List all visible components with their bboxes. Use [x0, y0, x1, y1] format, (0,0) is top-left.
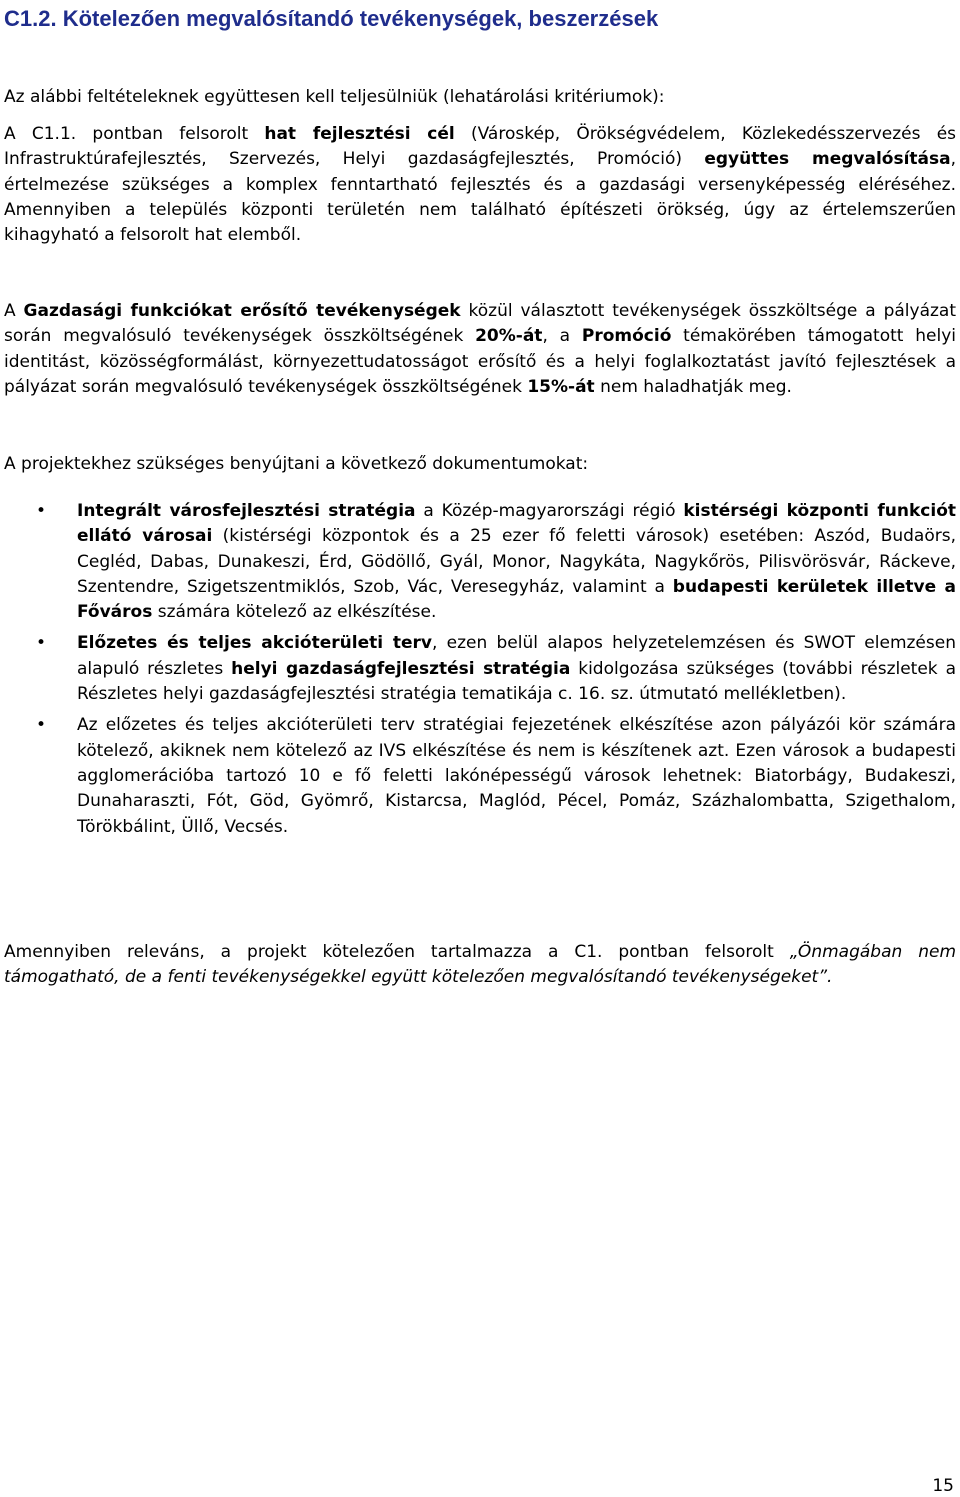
bold-run: Gazdasági funkciókat erősítő tevékenységek — [23, 301, 461, 321]
text-run: Amennyiben releváns, a projekt kötelezően tartalmazza a C1. pontban felsorolt — [4, 942, 790, 962]
italic-run: „Önmagában nem támogatható, de a fenti tevékenységekkel együtt kötelezően megvalósítandó tevékenységeket”. — [4, 942, 956, 988]
list-item — [4, 499, 956, 625]
text-run: Az előzetes és teljes akcióterületi terv stratégiai fejezetének elkészítése azon pályázói kör számára kötelező, akiknek nem kötelező az IVS elkészítése és nem is készítenek azt. Ezen városok a budapesti agglomerációba tartozó 10 e fő feletti lakónépességű városok lehetnek: Biatorbágy, Budakeszi, Dunaharaszti, Fót, Göd, Gyömrő, Kistarcsa, Maglód, Pécel, Pomáz, Százhalombatta, Szigethalom, Törökbálint, Üllő, Vecsés. — [77, 715, 956, 837]
text-run: kidolgozása szükséges (további részletek a Részletes helyi gazdaságfejlesztési stratégia tematikája c. 16. sz. útmutató mellékletben). — [77, 658, 956, 705]
text-run: számára kötelező az elkészítése. — [152, 602, 437, 623]
bold-run: kistérségi központi funkciót ellátó városai — [77, 501, 956, 547]
list-item — [4, 631, 956, 707]
text-run: (Városkép, Örökségvédelem, Közlekedésszervezés és Infrastruktúrafejlesztés, Szervezés, Helyi gazdaságfejlesztés, Promóció) — [4, 124, 957, 170]
page-number: 15 — [932, 1476, 954, 1496]
closing-paragraph — [4, 940, 956, 991]
bold-run: együttes megvalósítása — [704, 149, 951, 170]
text-run: a Közép-magyarországi régió — [415, 501, 684, 521]
section-heading: C1.2. Kötelezően megvalósítandó tevékenységek, beszerzések — [4, 6, 659, 31]
text-run: nem haladhatják meg. — [594, 376, 792, 397]
bold-run: budapesti kerületek illetve a Főváros — [77, 576, 956, 623]
bold-run: Integrált városfejlesztési stratégia — [77, 501, 416, 521]
text-run: , ezen belül alapos helyzetelemzésen és SWOT elemzésen alapuló részletes — [77, 633, 956, 679]
criteria-paragraph-1 — [4, 122, 956, 248]
text-run: (kistérségi központok és a 25 ezer fő feletti városok) esetében: Aszód, Budaörs, Cegléd, Dabas, Dunakeszi, Érd, Gödöllő, Gyál, Monor, Nagykáta, Nagykőrös, Pilisvörösvár, Ráckeve, Szentendre, Szigetszentmiklós, Szob, Vác, Veresegyház, valamint a — [77, 526, 956, 597]
bold-run: helyi gazdaságfejlesztési stratégia — [231, 658, 571, 679]
intro-paragraph: Az alábbi feltételeknek együttesen kell teljesülniük (lehatárolási kritériumok): — [4, 87, 665, 107]
documents-intro: A projektekhez szükséges benyújtani a következő dokumentumokat: — [4, 454, 589, 474]
bullet-icon: • — [36, 501, 47, 521]
bold-run: Előzetes és teljes akcióterületi terv — [77, 633, 432, 654]
text-run: A — [4, 301, 24, 321]
text-run: témakörében támogatott helyi identitást, közösségformálást, környezettudatosságot erősítő és a helyi foglalkoztatást javító fejlesztések a pályázat során megvalósuló tevékenységek összköltségének — [4, 326, 956, 397]
bold-run: 20%-át — [475, 326, 543, 347]
documents-list — [4, 499, 956, 846]
list-item — [4, 713, 956, 839]
text-run: , értelmezése szükséges a komplex fenntartható fejlesztés és a gazdasági versenyképesség eléréséhez. Amennyiben a település központi területén nem található építészeti örökség, úgy az értelemszerűen kihagyható a felsorolt hat elemből. — [4, 149, 957, 246]
bold-run: Promóció — [581, 326, 672, 347]
text-run: , a — [542, 326, 582, 347]
criteria-paragraph-2 — [4, 299, 956, 400]
text-run: közül választott tevékenységek összköltsége a pályázat során megvalósuló tevékenységek összköltségének — [4, 301, 956, 347]
bold-run: 15%-át — [527, 376, 595, 397]
text-run: A C1.1. pontban felsorolt — [4, 124, 265, 144]
bullet-icon: • — [36, 633, 47, 654]
bullet-icon: • — [36, 715, 47, 736]
bold-run: hat fejlesztési cél — [264, 124, 455, 144]
